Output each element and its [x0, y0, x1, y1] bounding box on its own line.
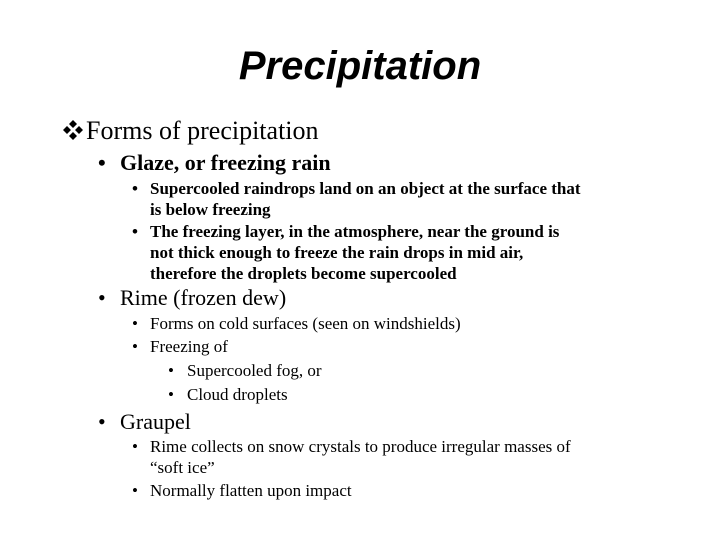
- level1-bullet: [62, 116, 319, 146]
- bullet-dot: •: [132, 222, 138, 241]
- rime-heading: Rime (frozen dew): [120, 285, 287, 310]
- graupel-item-2: Normally flatten upon impact: [150, 481, 352, 500]
- glaze-item-1-line-2: is below freezing: [150, 200, 271, 219]
- bullet-dot: •: [98, 150, 106, 175]
- rime-sub-item-1: Supercooled fog, or: [187, 361, 322, 380]
- rime-sub-item-2: Cloud droplets: [187, 385, 288, 404]
- glaze-item-2-line-1: The freezing layer, in the atmosphere, near the ground is: [150, 222, 560, 241]
- glaze-item-2-line-3: therefore the droplets become supercooled: [150, 264, 457, 283]
- bullet-dot: •: [168, 385, 174, 404]
- bullet-dot: •: [132, 314, 138, 333]
- graupel-item-1-line-2: “soft ice”: [150, 458, 215, 477]
- diamond-cluster-icon: [62, 119, 84, 141]
- bullet-dot: •: [168, 361, 174, 380]
- glaze-heading: Glaze, or freezing rain: [120, 150, 331, 175]
- level1-text: Forms of precipitation: [86, 116, 319, 145]
- bullet-dot: •: [132, 337, 138, 356]
- bullet-dot: •: [132, 437, 138, 456]
- rime-item-1: Forms on cold surfaces (seen on windshields): [150, 314, 461, 333]
- graupel-heading: Graupel: [120, 409, 191, 434]
- glaze-item-2-line-2: not thick enough to freeze the rain drops in mid air,: [150, 243, 524, 262]
- bullet-dot: •: [132, 179, 138, 198]
- bullet-dot: •: [98, 409, 106, 434]
- rime-item-2: Freezing of: [150, 337, 228, 356]
- bullet-dot: •: [98, 285, 106, 310]
- slide-title: Precipitation: [238, 44, 482, 88]
- glaze-item-1-line-1: Supercooled raindrops land on an object at the surface that: [150, 179, 581, 198]
- graupel-item-1-line-1: Rime collects on snow crystals to produce irregular masses of: [150, 437, 571, 456]
- bullet-dot: •: [132, 481, 138, 500]
